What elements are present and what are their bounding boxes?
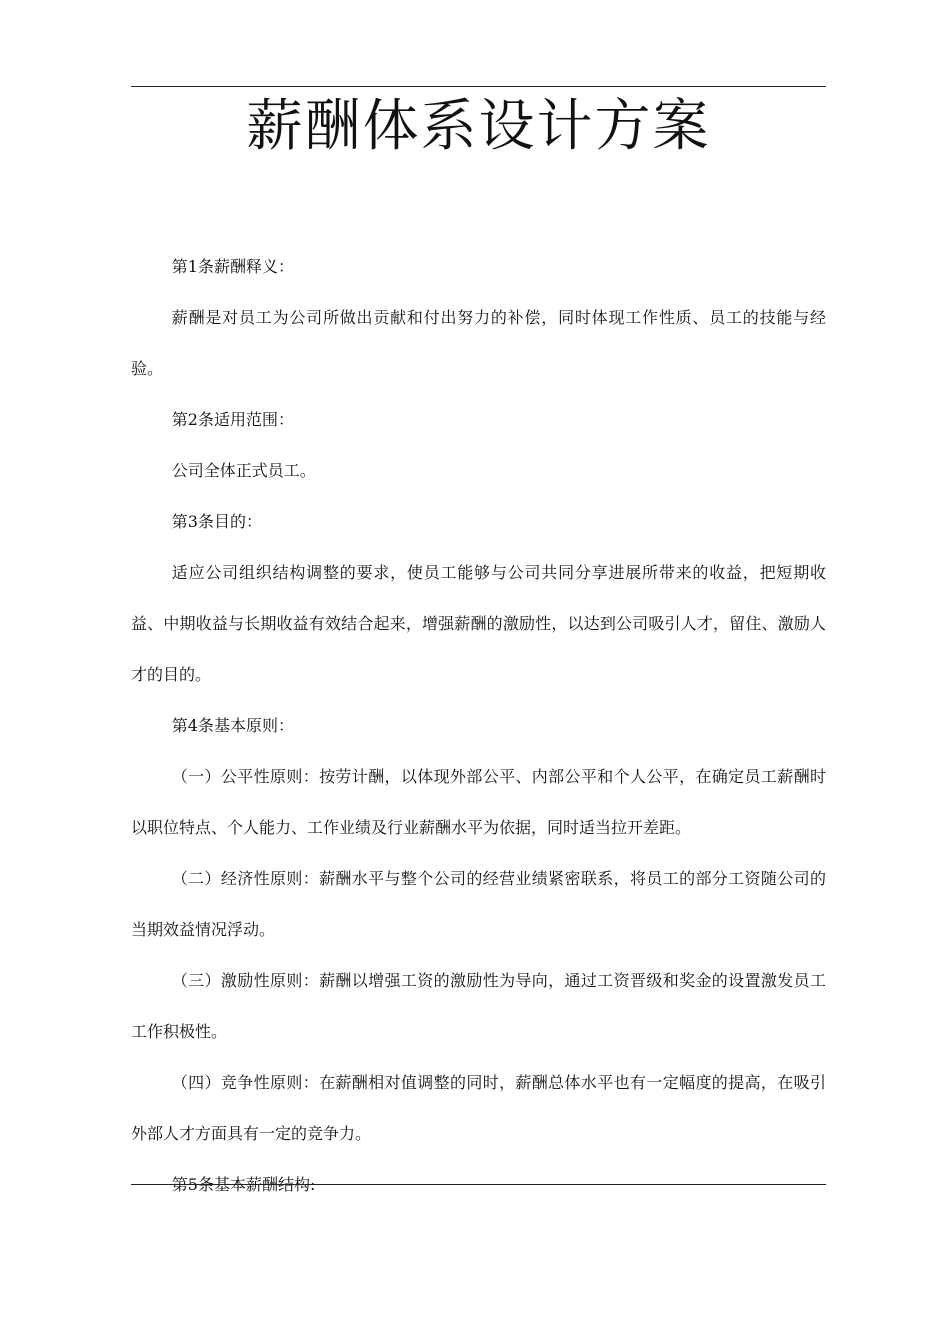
paragraph-principle-competitiveness: （四）竞争性原则：在薪酬相对值调整的同时，薪酬总体水平也有一定幅度的提高，在吸引外部人才方面具有一定的竞争力。 <box>131 1073 826 1143</box>
paragraph-article-1-heading: 第1条薪酬释义： <box>171 257 294 276</box>
paragraph-article-2-body: 公司全体正式员工。 <box>171 461 316 480</box>
header-rule <box>131 86 826 87</box>
paragraph-article-1-body: 薪酬是对员工为公司所做出贡献和付出努力的补偿，同时体现工作性质、员工的技能与经验。 <box>131 308 826 378</box>
document-body <box>131 241 826 1210</box>
paragraph-principle-incentive: （三）激励性原则：薪酬以增强工资的激励性为导向，通过工资晋级和奖金的设置激发员工工作积极性。 <box>131 971 826 1041</box>
footer-rule <box>131 1184 826 1185</box>
paragraph-article-5-heading: 第5条基本薪酬结构: <box>171 1175 316 1194</box>
paragraph-article-3-heading: 第3条目的： <box>171 512 262 531</box>
paragraph-article-3-body: 适应公司组织结构调整的要求，使员工能够与公司共同分享进展所带来的收益，把短期收益、中期收益与长期收益有效结合起来，增强薪酬的激励性，以达到公司吸引人才，留住、激励人才的目的。 <box>131 563 826 684</box>
paragraph-article-2-heading: 第2条适用范围： <box>171 410 294 429</box>
paragraph-principle-fairness: （一）公平性原则：按劳计酬，以体现外部公平、内部公平和个人公平，在确定员工薪酬时以职位特点、个人能力、工作业绩及行业薪酬水平为依据，同时适当拉开差距。 <box>131 767 826 837</box>
paragraph-principle-economy: （二）经济性原则：薪酬水平与整个公司的经营业绩紧密联系，将员工的部分工资随公司的当期效益情况浮动。 <box>131 869 826 939</box>
paragraph-article-4-heading: 第4条基本原则： <box>171 716 294 735</box>
document-title: 薪酬体系设计方案 <box>246 94 711 159</box>
